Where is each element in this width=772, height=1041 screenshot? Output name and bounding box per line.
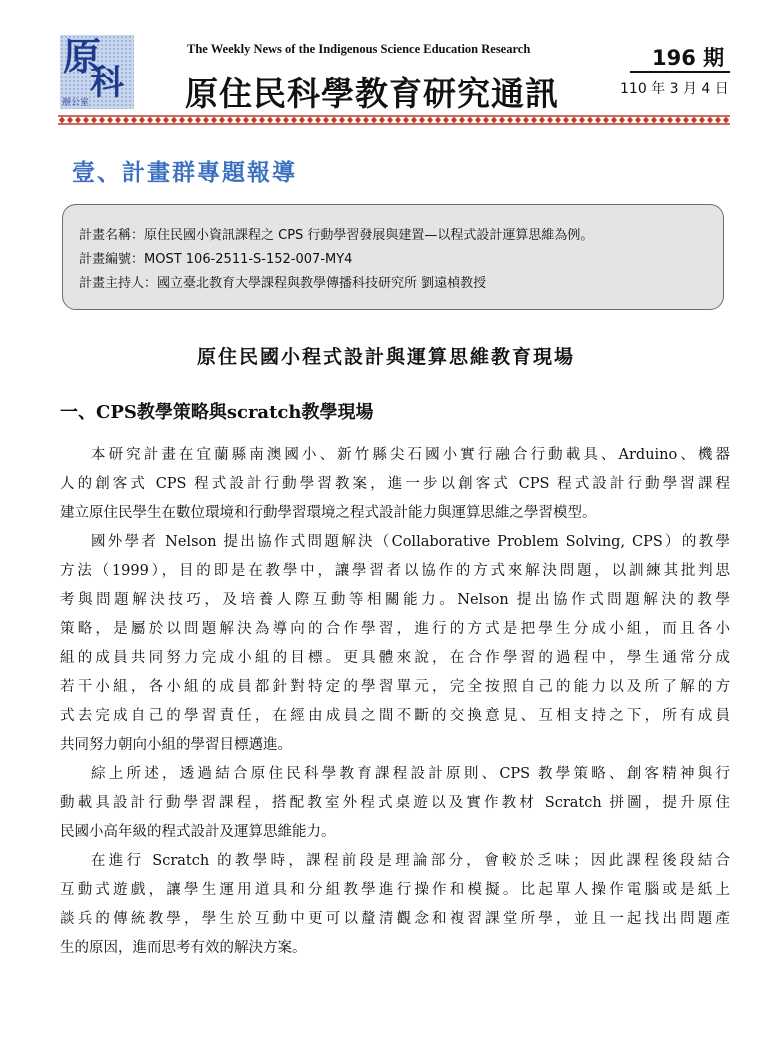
section-title: 壹、計畫群專題報導 (72, 160, 297, 186)
decorative-border (58, 114, 730, 126)
english-title: The Weekly News of the Indigenous Science Education Research (187, 42, 531, 56)
issue-number: 196 期 (652, 46, 725, 70)
project-number: 計畫編號：MOST 106-2511-S-152-007-MY4 (79, 252, 353, 267)
body-line: 共同努力朝向小組的學習目標邁進。 (60, 737, 292, 753)
chinese-title: 原住民科學教育研究通訊 (185, 74, 559, 113)
logo (60, 35, 134, 109)
body-line: 本研究計畫在宜蘭縣南澳國小、新竹縣尖石國小實行融合行動載具、Arduino、機器 (91, 447, 730, 463)
body-line: 國外學者 Nelson 提出協作式問題解決（Collaborative Problem Solving, CPS）的教學 (91, 534, 730, 550)
logo-char-1: 原 (63, 35, 102, 79)
body-line: 綜上所述，透過結合原住民科學教育課程設計原則、CPS 教學策略、創客精神與行 (91, 766, 730, 782)
issue-date: 110 年 3 月 4 日 (620, 81, 729, 97)
body-line: 動載具設計行動學習課程，搭配教室外程式桌遊以及實作教材 Scratch 拼圖，提升原住 (60, 795, 730, 811)
body-line: 人的創客式 CPS 程式設計行動學習教案，進一步以創客式 CPS 程式設計行動學習課程 (60, 476, 730, 492)
project-host: 計畫主持人：國立臺北教育大學課程與教學傳播科技研究所 劉遠楨教授 (79, 276, 487, 291)
body-line: 生的原因，進而思考有效的解決方案。 (60, 940, 307, 956)
body-line: 組的成員共同努力完成小組的目標。更具體來說，在合作學習的過程中，學生通常分成 (60, 650, 730, 666)
body-line: 互動式遊戲，讓學生運用道具和分組教學進行操作和模擬。比起單人操作電腦或是紙上 (60, 882, 730, 898)
body-line: 式去完成自己的學習責任，在經由成員之間不斷的交換意見、互相支持之下，所有成員 (60, 708, 730, 724)
logo-office: 辦公室 (62, 98, 90, 108)
body-line: 民國小高年級的程式設計及運算思維能力。 (60, 824, 336, 840)
body-line: 方法（1999），目的即是在教學中，讓學習者以協作的方式來解決問題，以訓練其批判思 (60, 563, 730, 579)
body-line: 建立原住民學生在數位環境和行動學習環境之程式設計能力與運算思維之學習模型。 (60, 505, 597, 521)
body-line: 策略，是屬於以問題解決為導向的合作學習，進行的方式是把學生分成小組，而且各小 (60, 621, 730, 637)
issue-underline (630, 71, 730, 73)
body-line: 談兵的傳統教學，學生於互動中更可以釐清觀念和複習課堂所學，並且一起找出問題產 (60, 911, 730, 927)
body-line: 考與問題解決技巧，及培養人際互動等相關能力。Nelson 提出協作式問題解決的教學 (60, 592, 730, 608)
section-heading: 一、CPS教學策略與scratch教學現場 (60, 402, 374, 423)
logo-char-2: 科 (90, 63, 124, 103)
article-body (60, 441, 730, 963)
project-info-box (62, 204, 724, 310)
project-name: 計畫名稱：原住民國小資訊課程之 CPS 行動學習發展與建置—以程式設計運算思維為例。 (79, 228, 594, 243)
article-title: 原住民國小程式設計與運算思維教育現場 (196, 346, 575, 368)
body-line: 若干小組，各小組的成員都針對特定的學習單元，完全按照自己的能力以及所了解的方 (60, 679, 730, 695)
body-line: 在進行 Scratch 的教學時，課程前段是理論部分，會較於乏味；因此課程後段結合 (91, 853, 730, 869)
